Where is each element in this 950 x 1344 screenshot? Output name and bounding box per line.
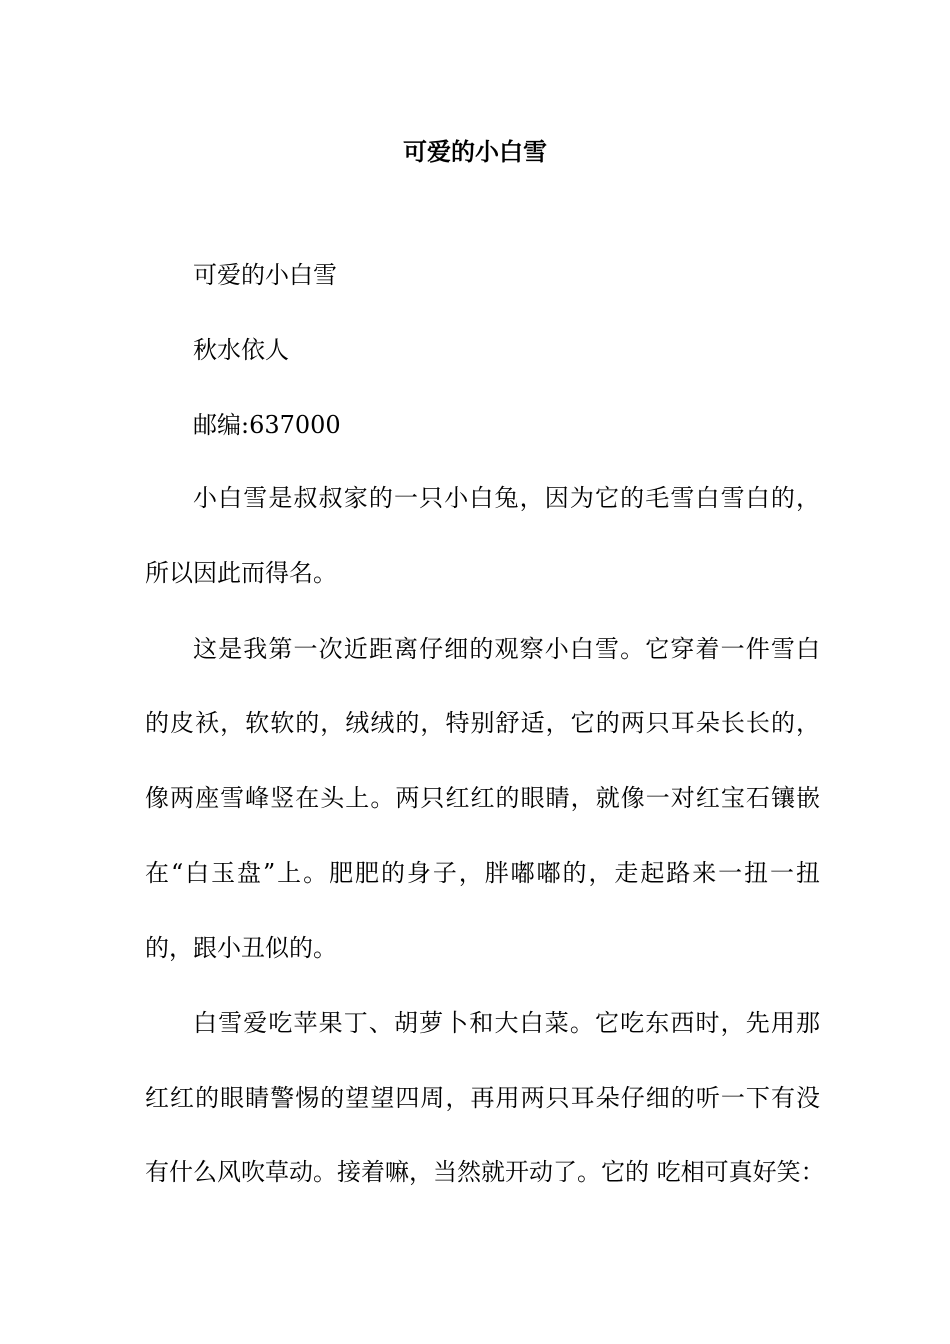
document-title: 可爱的小白雪 [403, 137, 547, 166]
text-line: 像两座雪峰竖在头上。两只红红的眼睛，就像一对红宝石镶嵌 [145, 784, 820, 812]
header-line-title: 可爱的小白雪 [193, 261, 337, 289]
text-line: 的，跟小丑似的。 [145, 934, 337, 962]
text-line: 有什么风吹草动。接着嘛，当然就开动了。它的 吃相可真好笑： [145, 1158, 825, 1186]
text-line: 小白雪是叔叔家的一只小白兔，因为它的毛雪白雪白的， [193, 484, 820, 512]
text-line: 所以因此而得名。 [145, 559, 337, 587]
text-line: 白雪爱吃苹果丁、胡萝卜和大白菜。它吃东西时，先用那 [193, 1009, 820, 1037]
header-line-author: 秋水依人 [193, 336, 289, 364]
text-line: 在“白玉盘”上。肥肥的身子，胖嘟嘟的，走起路来一扭一扭 [145, 859, 820, 887]
text-line: 的皮袄，软软的，绒绒的，特别舒适，它的两只耳朵长长的， [145, 709, 820, 737]
text-line: 这是我第一次近距离仔细的观察小白雪。它穿着一件雪白 [193, 635, 820, 663]
header-line-postcode: 邮编:637000 [193, 411, 341, 439]
text-line: 红红的眼睛警惕的望望四周，再用两只耳朵仔细的听一下有没 [145, 1084, 820, 1112]
